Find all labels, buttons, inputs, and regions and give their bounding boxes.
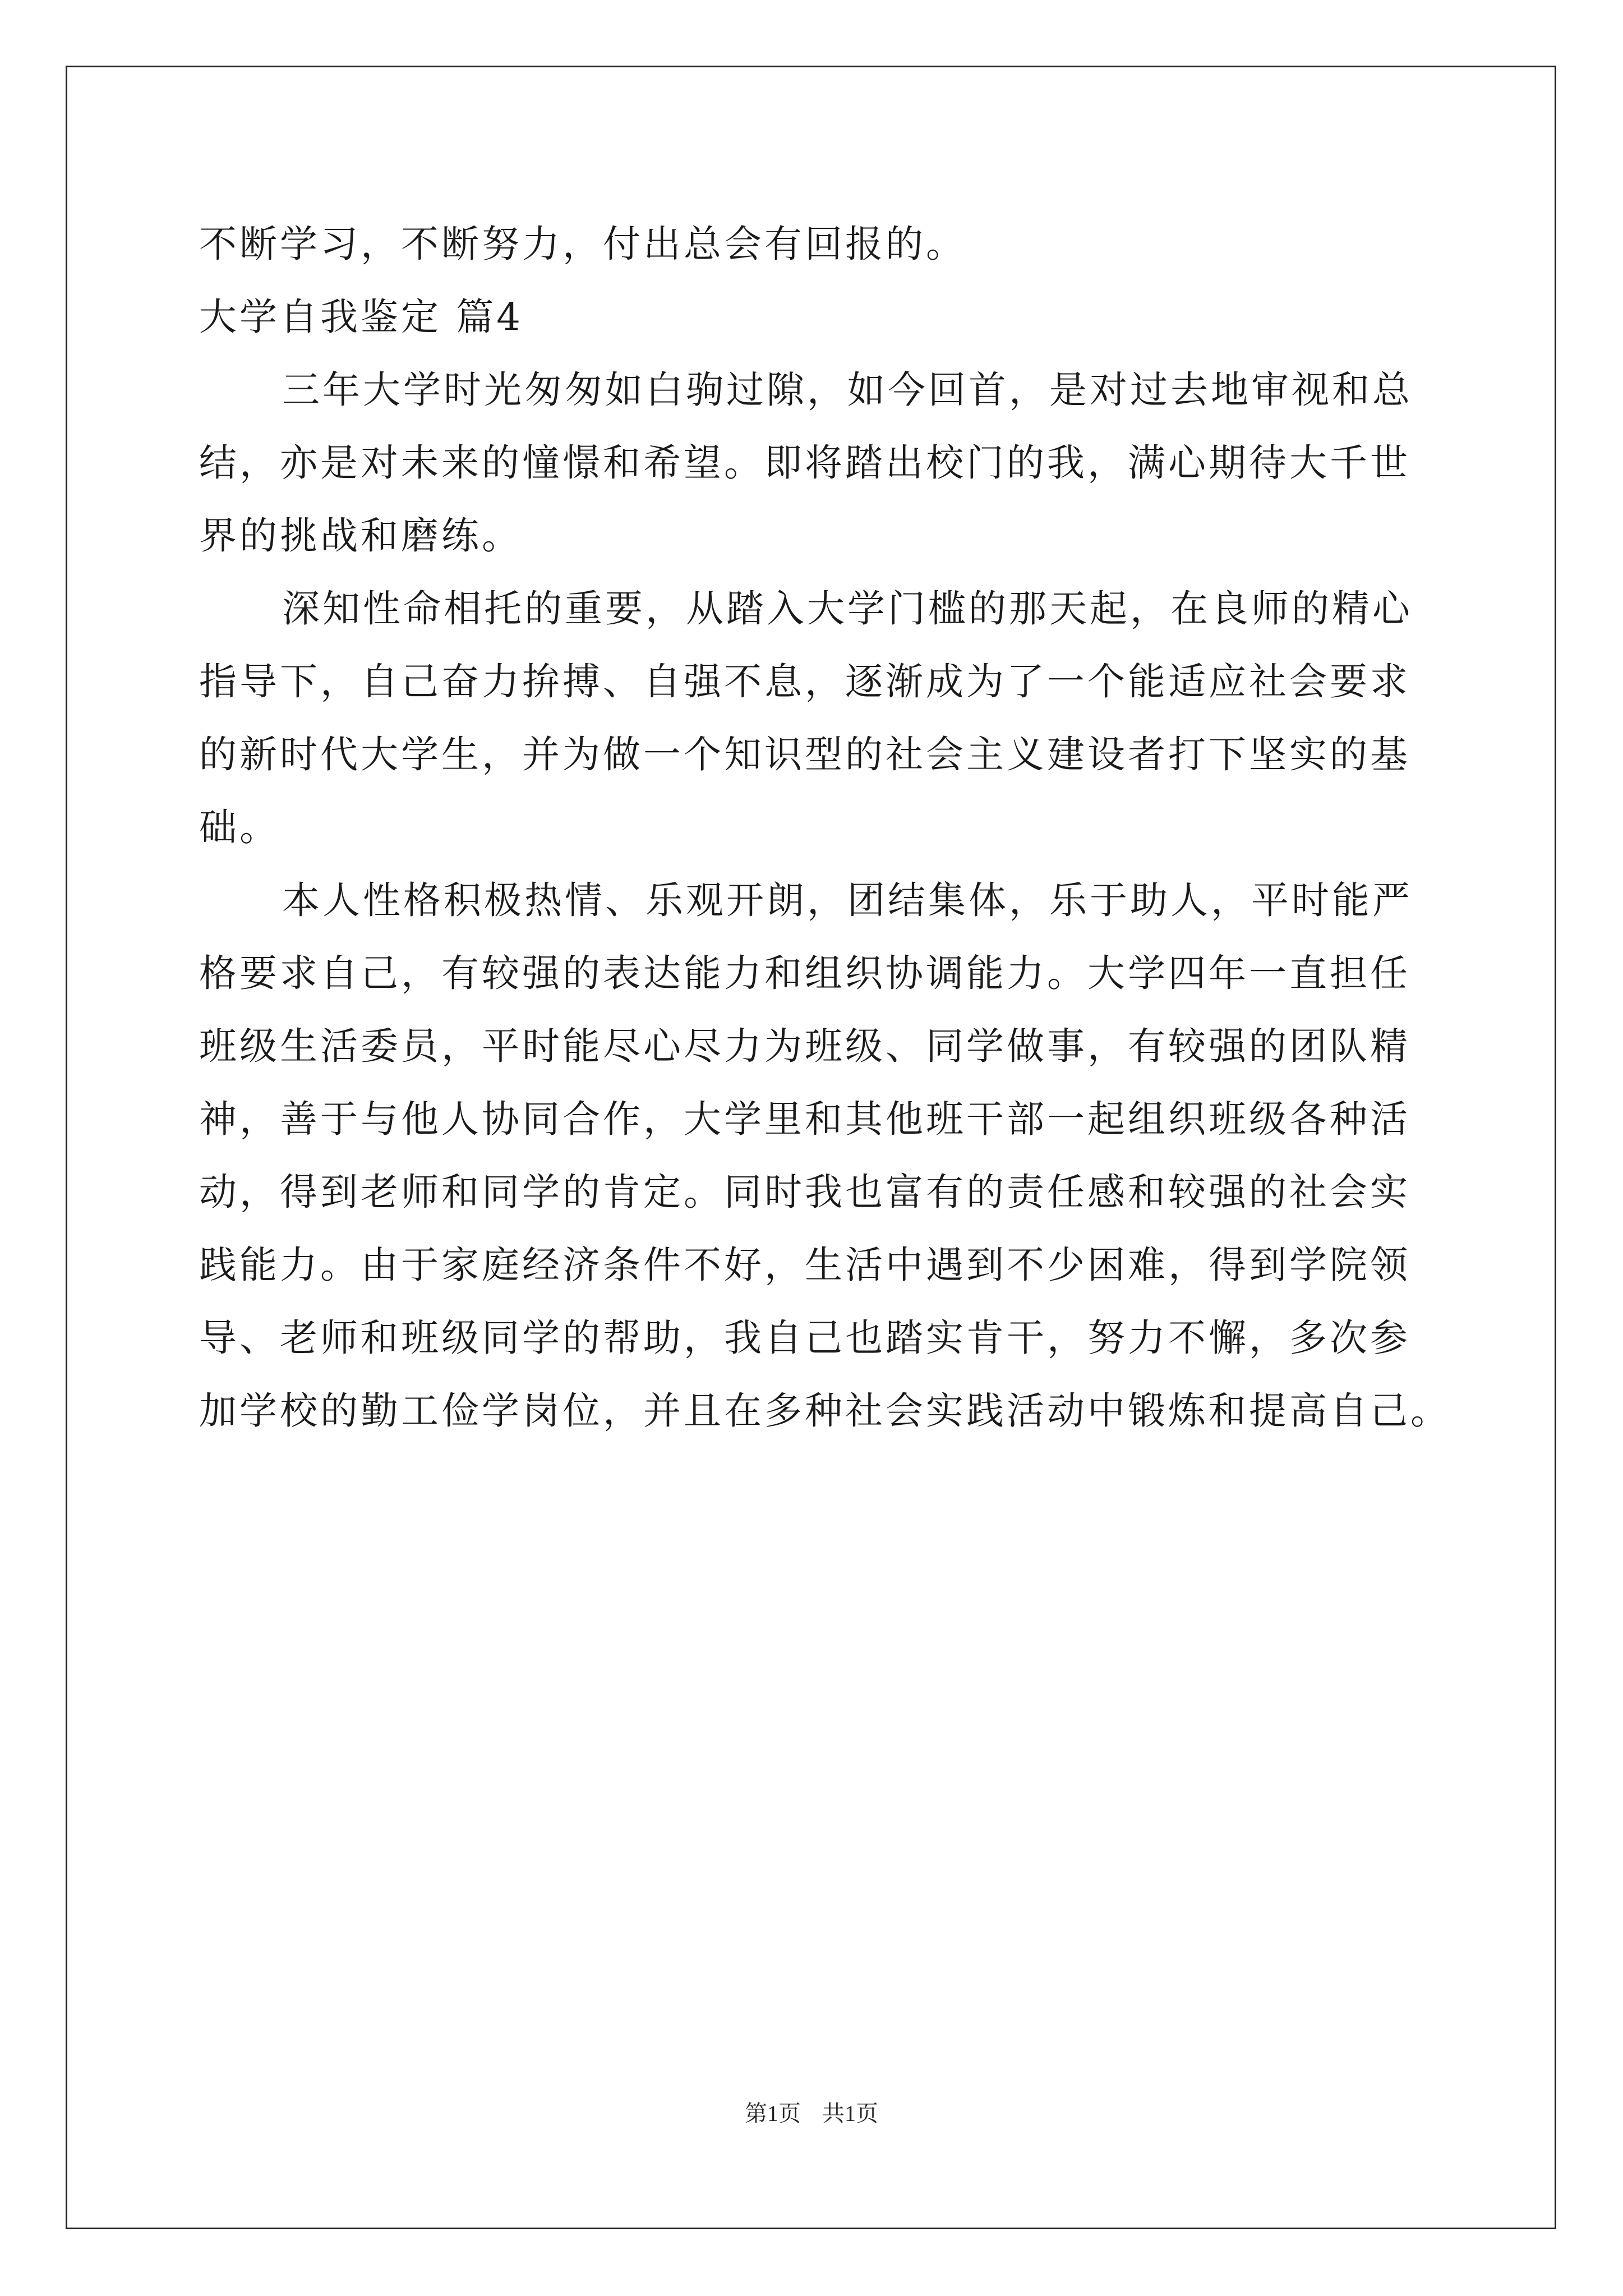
document-body: [199, 208, 1451, 1447]
page-total: 共1页: [822, 2101, 878, 2126]
paragraph-line: 三年大学时光匆匆如白驹过隙，如今回首，是对过去地审视和总: [282, 368, 1413, 412]
paragraph-line: 导、老师和班级同学的帮助，我自己也踏实肯干，努力不懈，多次参: [199, 1316, 1410, 1360]
paragraph-line: 指导下，自己奋力拚搏、自强不息，逐渐成为了一个能适应社会要求: [199, 660, 1410, 703]
paragraph-line: 格要求自己，有较强的表达能力和组织协调能力。大学四年一直担任: [199, 951, 1410, 995]
page-footer: [0, 2097, 1623, 2131]
paragraph-line: 界的挑战和磨练。: [199, 514, 522, 558]
section-heading: 大学自我鉴定 篇4: [199, 295, 523, 339]
paragraph-line: 深知性命相托的重要，从踏入大学门槛的那天起，在良师的精心: [282, 587, 1413, 631]
paragraph-line: 神，善于与他人协同合作，大学里和其他班干部一起组织班级各种活: [199, 1097, 1410, 1141]
paragraph-line: 动，得到老师和同学的肯定。同时我也富有的责任感和较强的社会实: [199, 1170, 1410, 1214]
paragraph-line: 本人性格积极热情、乐观开朗，团结集体，乐于助人，平时能严: [282, 878, 1413, 922]
paragraph-line: 加学校的勤工俭学岗位，并且在多种社会实践活动中锻炼和提高自己。: [199, 1389, 1451, 1433]
paragraph-line: 结，亦是对未来的憧憬和希望。即将踏出校门的我，满心期待大千世: [199, 441, 1410, 485]
paragraph-line: 的新时代大学生，并为做一个知识型的社会主义建设者打下坚实的基: [199, 733, 1410, 776]
page-number: 第1页: [745, 2101, 801, 2126]
paragraph-line: 践能力。由于家庭经济条件不好，生活中遇到不少困难，得到学院领: [199, 1243, 1410, 1287]
paragraph-line: 班级生活委员，平时能尽心尽力为班级、同学做事，有较强的团队精: [199, 1024, 1410, 1068]
paragraph-line: 不断学习，不断努力，付出总会有回报的。: [199, 222, 966, 266]
paragraph-line: 础。: [199, 806, 280, 849]
